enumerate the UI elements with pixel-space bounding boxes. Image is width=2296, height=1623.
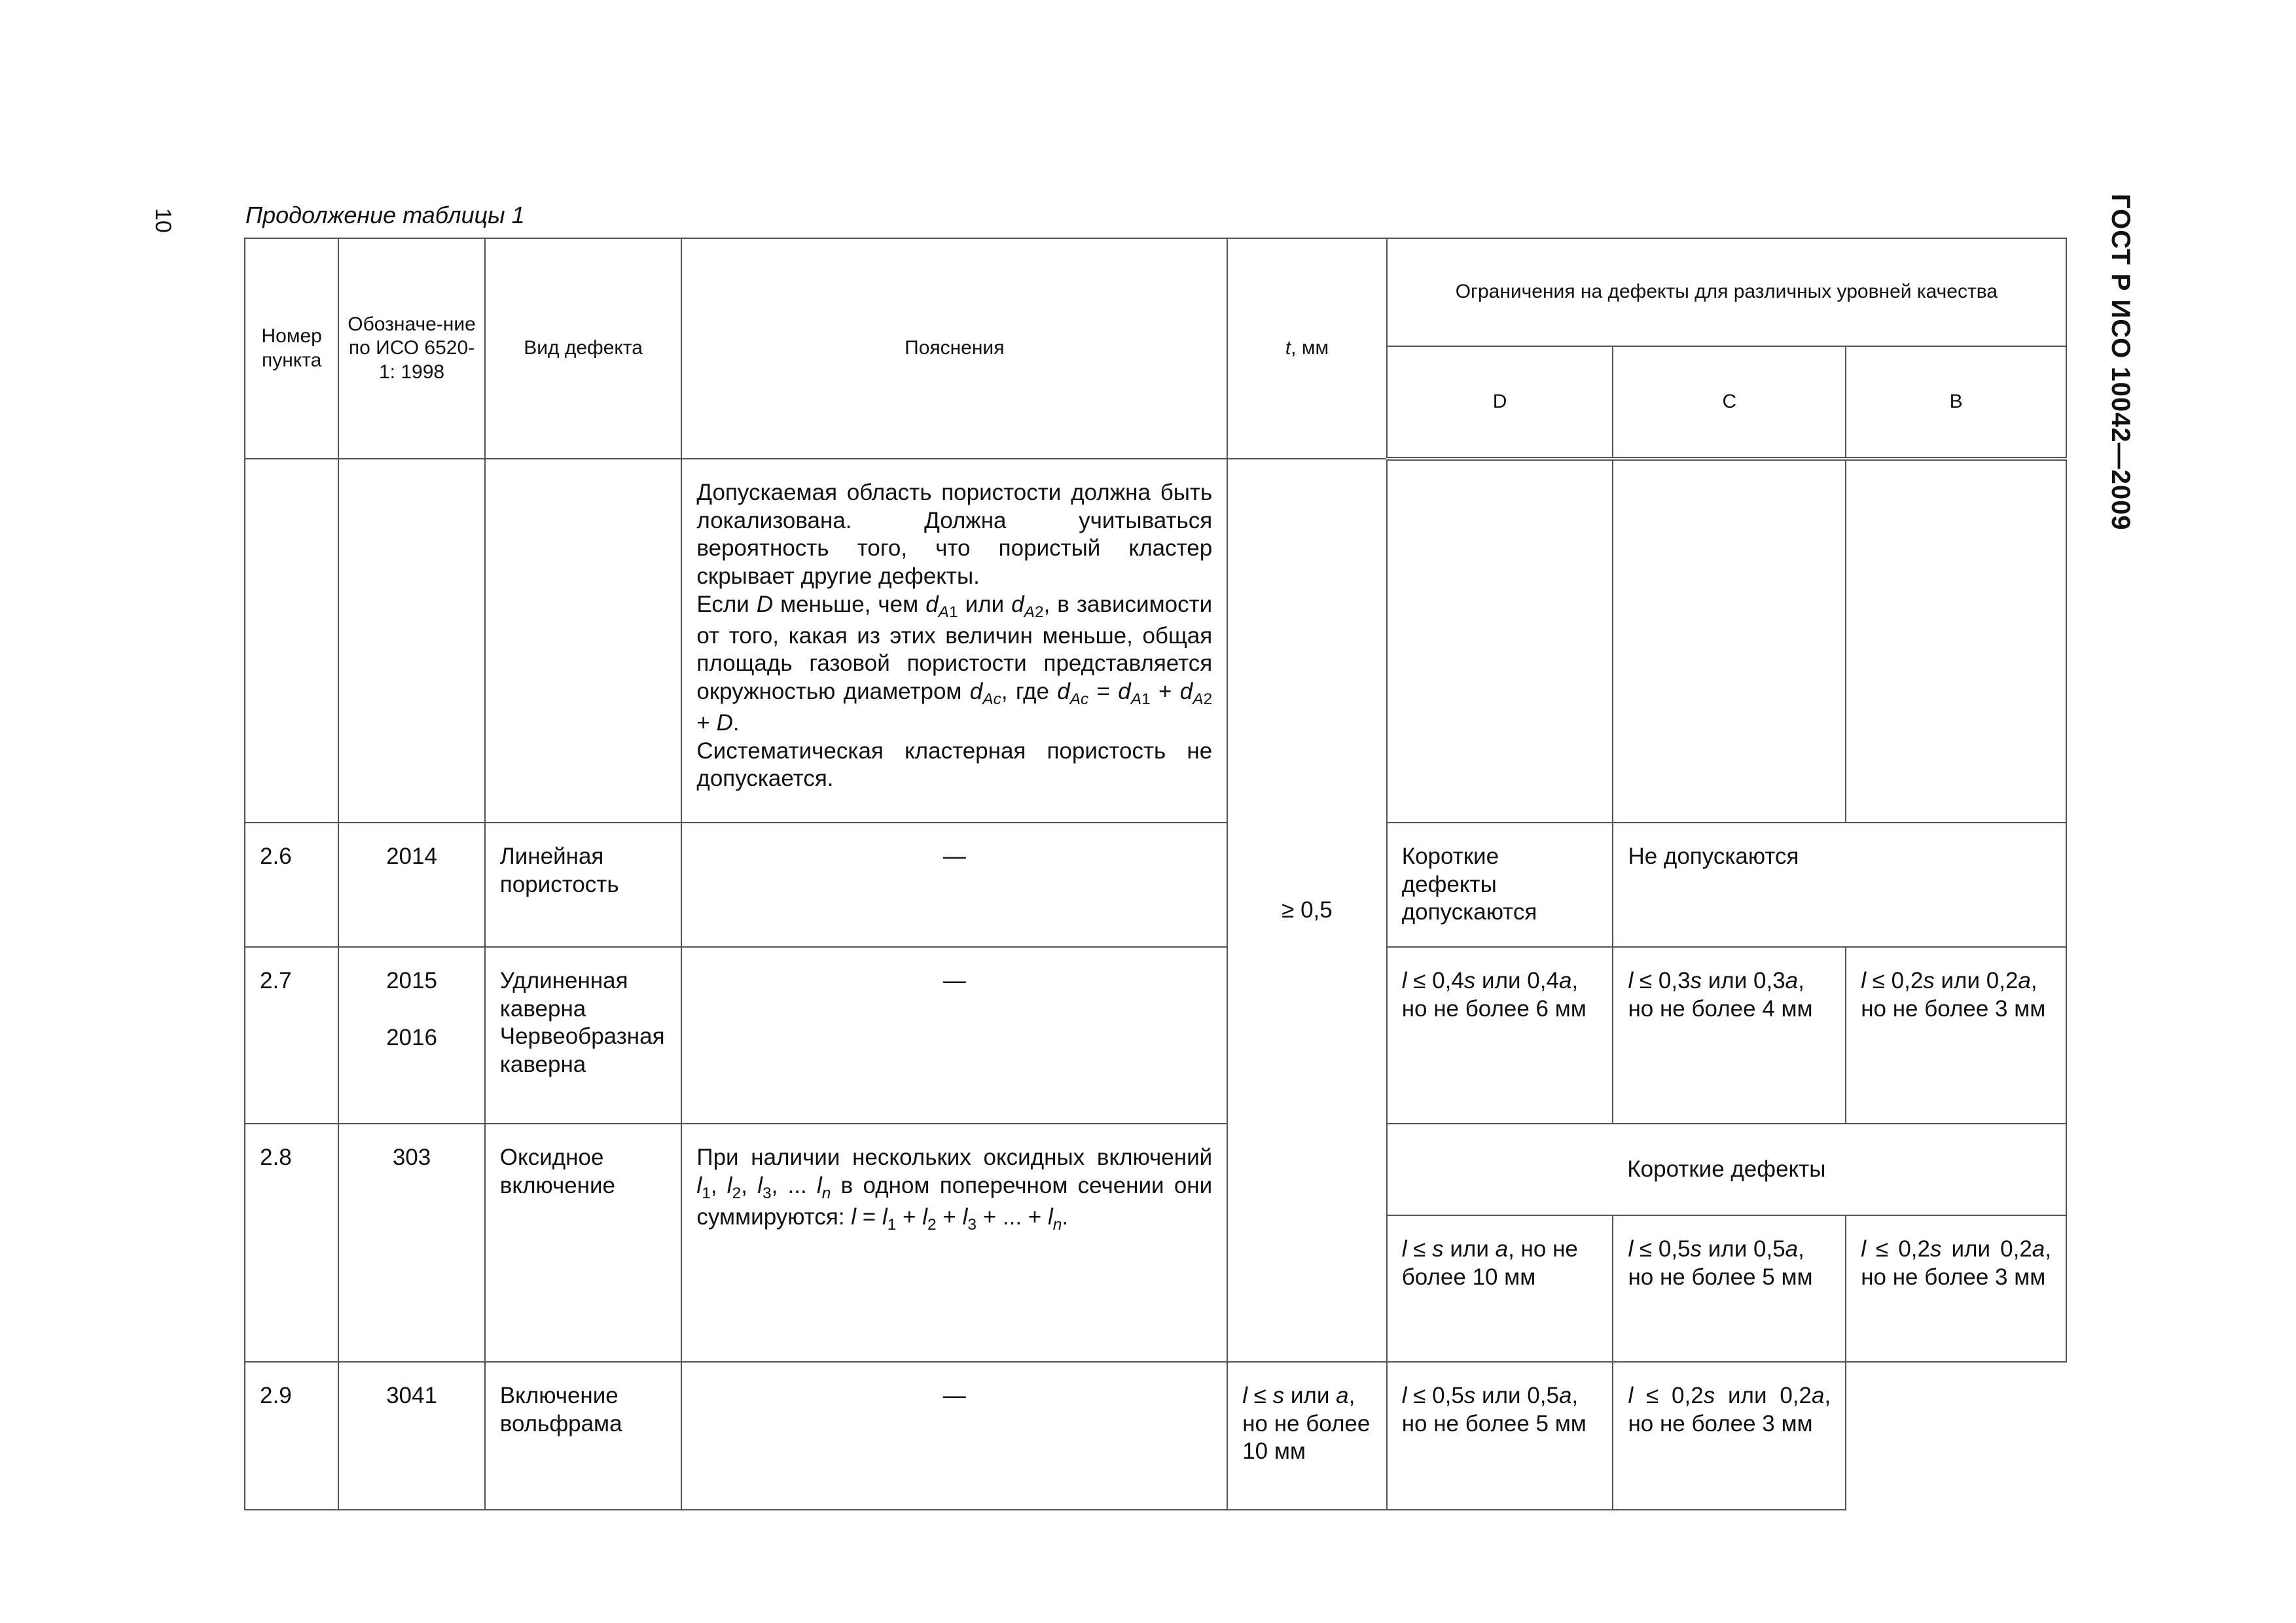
thickness-cell: ≥ 0,5 xyxy=(1227,459,1387,1362)
notes-cell: — xyxy=(681,823,1227,947)
table-row xyxy=(245,1124,2066,1215)
level-d-cell: l ≤ s или a, но не более 10 мм xyxy=(1387,1215,1613,1362)
header-defect-type: Вид дефекта xyxy=(485,238,682,459)
level-d-cell: l ≤ 0,4s или 0,4a, но не более 6 мм xyxy=(1387,947,1613,1124)
notes-cell xyxy=(681,459,1227,823)
level-b-cell: l ≤ 0,2s или 0,2a, но не более 3 мм xyxy=(1613,1362,1846,1510)
notes-paragraph: Если D меньше, чем $d_{A1}$ или $d_{A2}$, в зависимости от того, какая из этих величин меньше, общая площадь газовой пористости представляется окружностью диаметром $d_{Ac}$, где $d_{Ac} = d_{A1} + d_{A2} + D$. xyxy=(696,591,1213,736)
item-number-cell xyxy=(245,459,338,823)
table-row xyxy=(245,459,2066,823)
short-defects-cell: Короткие дефекты xyxy=(1387,1124,2066,1215)
item-number-cell: 2.6 xyxy=(245,823,338,947)
table-row xyxy=(245,823,2066,947)
defect-type-cell xyxy=(485,459,682,823)
header-thickness: t, мм xyxy=(1227,238,1387,459)
level-b-cell: l ≤ 0,2s или 0,2a, но не более 3 мм xyxy=(1846,1215,2066,1362)
level-d-cell xyxy=(1387,459,1613,823)
table-row xyxy=(245,1362,2066,1510)
level-b-cell: l ≤ 0,2s или 0,2a, но не более 3 мм xyxy=(1846,947,2066,1124)
defects-table xyxy=(244,238,2067,1510)
level-c-cell: l ≤ 0,5s или 0,5a, но не более 5 мм xyxy=(1387,1362,1613,1510)
defect-type-cell: Линейная пористость xyxy=(485,823,682,947)
iso-ref-cell: 2014 xyxy=(338,823,484,947)
notes-paragraph: Допускаемая область пористости должна быть локализована. Должна учитываться вероятность того, что пористый кластер скрывает другие дефекты. xyxy=(696,480,1213,590)
header-level-b: B xyxy=(1846,346,2066,459)
level-c-cell xyxy=(1613,459,1846,823)
level-c-cell: l ≤ 0,3s или 0,3a, но не более 4 мм xyxy=(1613,947,1846,1124)
level-cb-cell: Не допускаются xyxy=(1613,823,2066,947)
table-caption: Продолжение таблицы 1 xyxy=(245,202,525,228)
iso-ref-cell: 3041 xyxy=(338,1362,484,1510)
notes-cell: При наличии нескольких оксидных включений $l_1$, $l_2$, $l_3$, ... $l_n$ в одном поперечном сечении они суммируются: $l = l_1 + l_2 + l_3$ + ... + $l_n$. xyxy=(681,1124,1227,1362)
iso-ref-cell xyxy=(338,459,484,823)
notes-paragraph: Систематическая кластерная пористость не допускается. xyxy=(696,738,1213,792)
standard-code: ГОСТ Р ИСО 10042—2009 xyxy=(2106,194,2135,531)
iso-ref-cell xyxy=(338,947,484,1124)
header-item-number: Номер пункта xyxy=(245,238,338,459)
header-level-d: D xyxy=(1387,346,1613,459)
defect-type-cell: Включение вольфрама xyxy=(485,1362,682,1510)
table-row xyxy=(245,947,2066,1124)
level-c-cell: l ≤ 0,5s или 0,5a, но не более 5 мм xyxy=(1613,1215,1846,1362)
notes-cell: — xyxy=(681,1362,1227,1510)
header-iso-ref: Обозначе-ние по ИСО 6520-1: 1998 xyxy=(338,238,484,459)
page-number: 10 xyxy=(151,208,175,233)
iso-ref-value: 2016 xyxy=(386,1024,437,1050)
level-b-cell xyxy=(1846,459,2066,823)
defect-type-cell: Оксидное включение xyxy=(485,1124,682,1362)
item-number-cell: 2.9 xyxy=(245,1362,338,1510)
header-notes: Пояснения xyxy=(681,238,1227,459)
item-number-cell: 2.7 xyxy=(245,947,338,1124)
level-d-cell: Короткие дефекты допускаются xyxy=(1387,823,1613,947)
notes-cell: — xyxy=(681,947,1227,1124)
iso-ref-cell: 303 xyxy=(338,1124,484,1362)
level-d-cell: l ≤ s или a, но не более 10 мм xyxy=(1227,1362,1387,1510)
defect-type-cell: Удлиненная каверна Червеобразная каверна xyxy=(485,947,682,1124)
iso-ref-value: 2015 xyxy=(386,968,437,994)
header-limits: Ограничения на дефекты для различных уровней качества xyxy=(1387,238,2066,346)
item-number-cell: 2.8 xyxy=(245,1124,338,1362)
header-level-c: C xyxy=(1613,346,1846,459)
